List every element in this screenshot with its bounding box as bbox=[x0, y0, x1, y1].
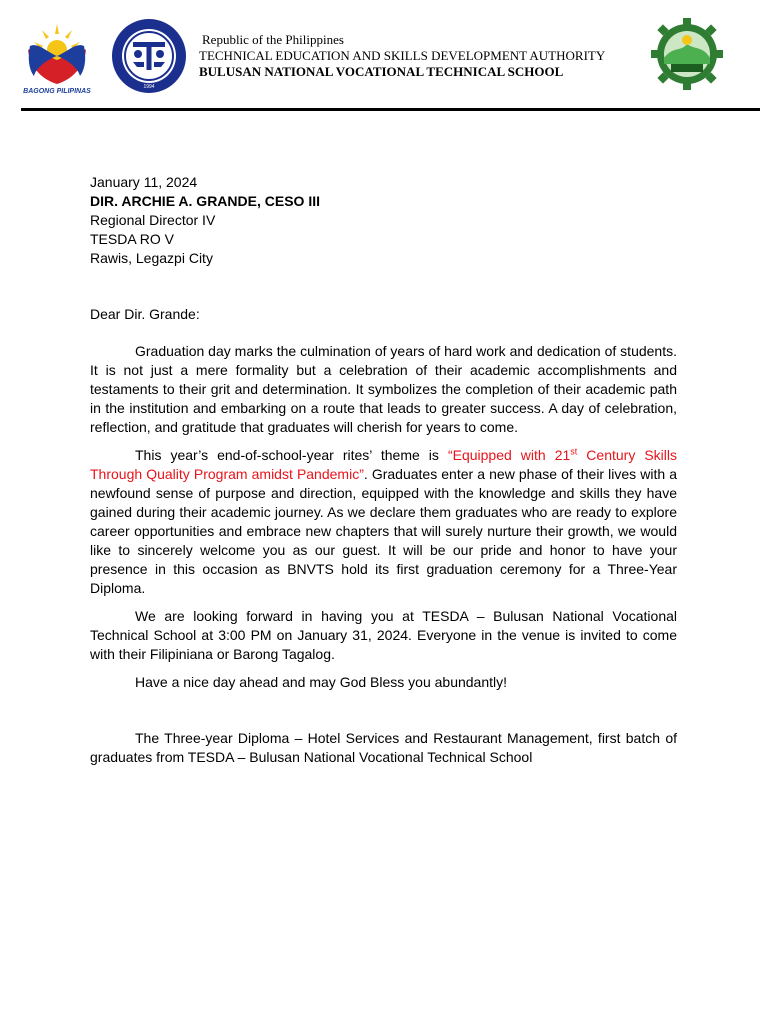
school-line: BULUSAN NATIONAL VOCATIONAL TECHNICAL SCHOOL bbox=[199, 64, 564, 79]
school-seal bbox=[651, 16, 723, 92]
closing-signature: The Three-year Diploma – Hotel Services and Restaurant Management, first batch of graduates from TESDA – Bulusan National Vocational Technical School bbox=[90, 730, 677, 765]
paragraph-2 bbox=[90, 446, 677, 598]
bagong-pilipinas-text: BAGONG PILIPINAS bbox=[23, 88, 91, 95]
header-divider bbox=[21, 108, 760, 111]
addressee-block bbox=[90, 192, 677, 268]
theme-part-a: “Equipped with 21 bbox=[447, 447, 571, 463]
paragraph-3: We are looking forward in having you at TESDA – Bulusan National Vocational Technical School at 3:00 PM on January 31, 2024. Everyone in the venue is invited to come with their Filipiniana or Barong Tagalog. bbox=[90, 608, 677, 662]
paragraph-4: Have a nice day ahead and may God Bless you abundantly! bbox=[135, 674, 508, 690]
republic-line: Republic of the Philippines bbox=[202, 32, 344, 47]
tesda-seal bbox=[111, 18, 187, 94]
theme-part-b: Century Skills Through Quality Program amidst Pandemic” bbox=[90, 447, 677, 482]
letter-date: January 11, 2024 bbox=[90, 174, 198, 190]
p2-intro: This year’s end-of-school-year rites’ theme is bbox=[135, 447, 448, 463]
letter-body bbox=[90, 173, 677, 767]
letterhead bbox=[0, 0, 768, 112]
recipient-office: TESDA RO V bbox=[90, 231, 175, 247]
sun-icon bbox=[682, 35, 692, 45]
p2-rest: . Graduates enter a new phase of their lives with a newfound sense of purpose and direction, equipped with the knowledge and skills they have gained during their academic journey. As we declare them graduates who are ready to explore career opportunities and embrace new chapters that will surely nurture their growth, we would like to sincerely welcome you as our guest. It will be our pride and honor to have your presence in this occasion as BNVTS hold its first graduation ceremony for a Three-Year Diploma. bbox=[90, 466, 678, 596]
tesda-emblem-icon bbox=[133, 42, 165, 70]
agency-line: TECHNICAL EDUCATION AND SKILLS DEVELOPMENT AUTHORITY bbox=[199, 48, 606, 63]
paragraph-1: Graduation day marks the culmination of years of hard work and dedication of students. It is not just a mere formality but a celebration of their academic accomplishments and testaments to their grit and determination. It symbolizes the completion of their academic path in the institution and embarking on a route that leads to greater success. A day of celebration, reflection, and gratitude that graduates will cherish for years to come. bbox=[90, 343, 677, 435]
bagong-pilipinas-logo bbox=[16, 16, 98, 98]
letterhead-text bbox=[199, 32, 605, 80]
theme-superscript: st bbox=[570, 446, 578, 457]
recipient-title: Regional Director IV bbox=[90, 212, 216, 228]
salutation: Dear Dir. Grande: bbox=[90, 306, 200, 322]
recipient-address: Rawis, Legazpi City bbox=[90, 250, 213, 266]
svg-text:1994: 1994 bbox=[143, 84, 155, 90]
recipient-name: DIR. ARCHIE A. GRANDE, CESO III bbox=[90, 193, 320, 209]
